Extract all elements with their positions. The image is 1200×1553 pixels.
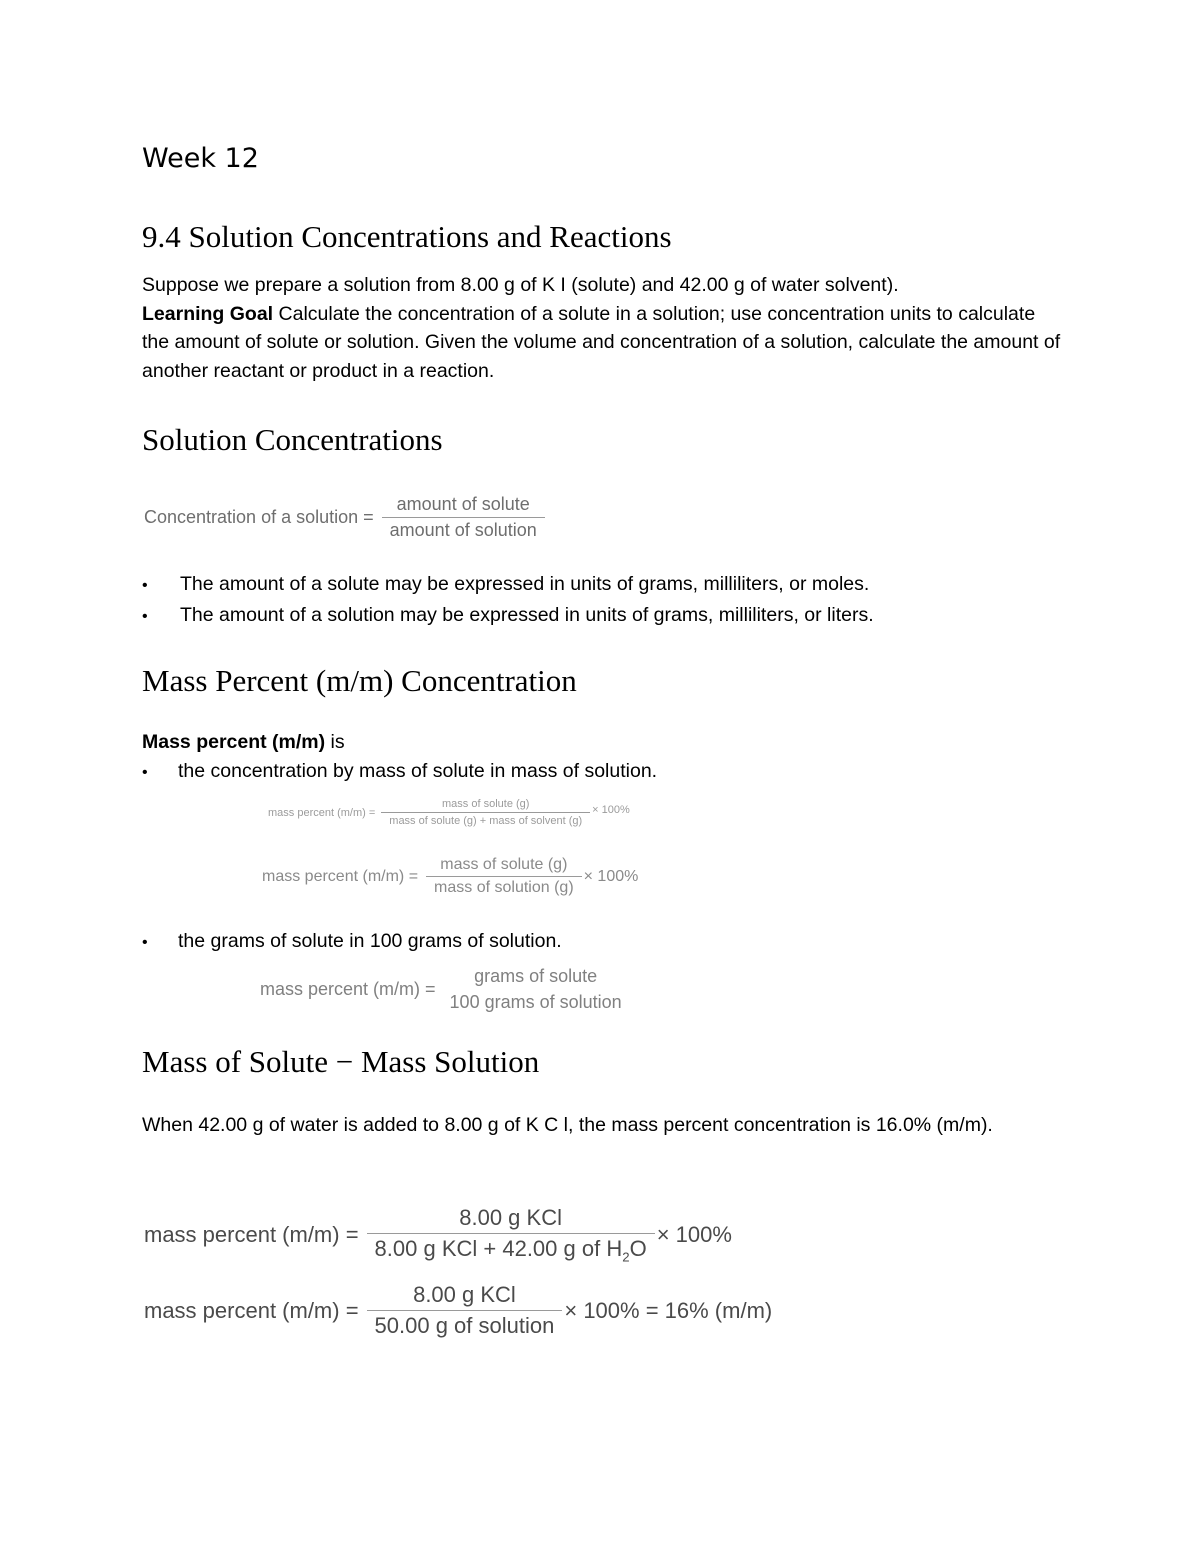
concentration-formula [144, 494, 545, 541]
kcl-formula-2: mass percent (m/m) = $\frac{\text{8.00 g KCl}}{\text{50.00 g of solution}}$ × 100% = 16% (m/m) [144, 1282, 773, 1338]
definition-suffix: is [325, 731, 345, 753]
week-label: Week 12 [142, 143, 259, 174]
fraction: $\frac{\text{mass of solute (g)}}{\text{mass of solution (g)}}$ [426, 856, 582, 897]
learning-goal-label: Learning Goal [142, 302, 274, 325]
fraction: $\frac{\text{8.00 g KCl}}{8.00 g KCl + 42.00 g of H_2O}$ [367, 1205, 655, 1264]
learning-goal-text: Calculate the concentration of a solute in a solution; use concentration units to calculate the amount of solute or solution. Given the volume and concentration of a solution, calculate the amount of another reactant or product in a reaction. [142, 302, 1061, 382]
mass-percent-formula-1: mass percent (m/m) = $\frac{\text{mass of solute (g)}}{\text{mass of solute (g) + mass of solvent (g)}}$ × 100% [268, 798, 630, 827]
mass-of-solute-heading: Mass of Solute − Mass Solution [142, 1044, 540, 1079]
list-item: • The amount of a solution may be expressed in units of grams, milliliters, or liters. [142, 603, 874, 626]
intro-text: Suppose we prepare a solution from 8.00 g of K I (solute) and 42.00 g of water solvent). [142, 274, 899, 296]
fraction [382, 494, 545, 541]
kcl-formula-1: mass percent (m/m) = $\frac{\text{8.00 g KCl}}{8.00 g KCl + 42.00 g of H_2O}$ × 100% [144, 1205, 732, 1265]
mass-of-solute-paragraph: When 42.00 g of water is added to 8.00 g of K C l, the mass percent concentration is 16.0% (m/m). [142, 1114, 993, 1136]
mass-percent-formula-3: mass percent (m/m) = $\frac{\text{grams of solute}}{\text{100 grams of solution}}$ [260, 966, 630, 1013]
solution-concentrations-heading: Solution Concentrations [142, 422, 443, 457]
intro-paragraph [142, 271, 1062, 385]
section-title: 9.4 Solution Concentrations and Reactions [142, 219, 672, 254]
list-item: • The amount of a solute may be expressed in units of grams, milliliters, or moles. [142, 573, 870, 595]
fraction: $\frac{\text{mass of solute (g)}}{\text{mass of solute (g) + mass of solvent (g)}}$ [381, 798, 590, 827]
fraction: $\frac{\text{8.00 g KCl}}{\text{50.00 g of solution}}$ [367, 1282, 563, 1339]
numerator: amount of solute [396, 494, 530, 514]
formula-lhs: Concentration of a solution = [144, 507, 374, 527]
mass-percent-definition [142, 728, 657, 787]
definition-label: Mass percent (m/m) [142, 731, 326, 753]
mass-percent-heading: Mass Percent (m/m) Concentration [142, 663, 577, 698]
list-item: • the concentration by mass of solute in mass of solution. [142, 759, 658, 782]
mass-percent-formula-2: mass percent (m/m) = $\frac{\text{mass of solute (g)}}{\text{mass of solution (g)}}$ × 100% [262, 856, 639, 896]
fraction: $\frac{\text{grams of solute}}{\text{100 grams of solution}}$ [442, 966, 630, 1013]
list-item: • the grams of solute in 100 grams of solution. [142, 930, 562, 952]
bullet-list-2 [142, 927, 562, 958]
bullet-list-1 [142, 570, 874, 631]
denominator: amount of solution [389, 520, 537, 540]
